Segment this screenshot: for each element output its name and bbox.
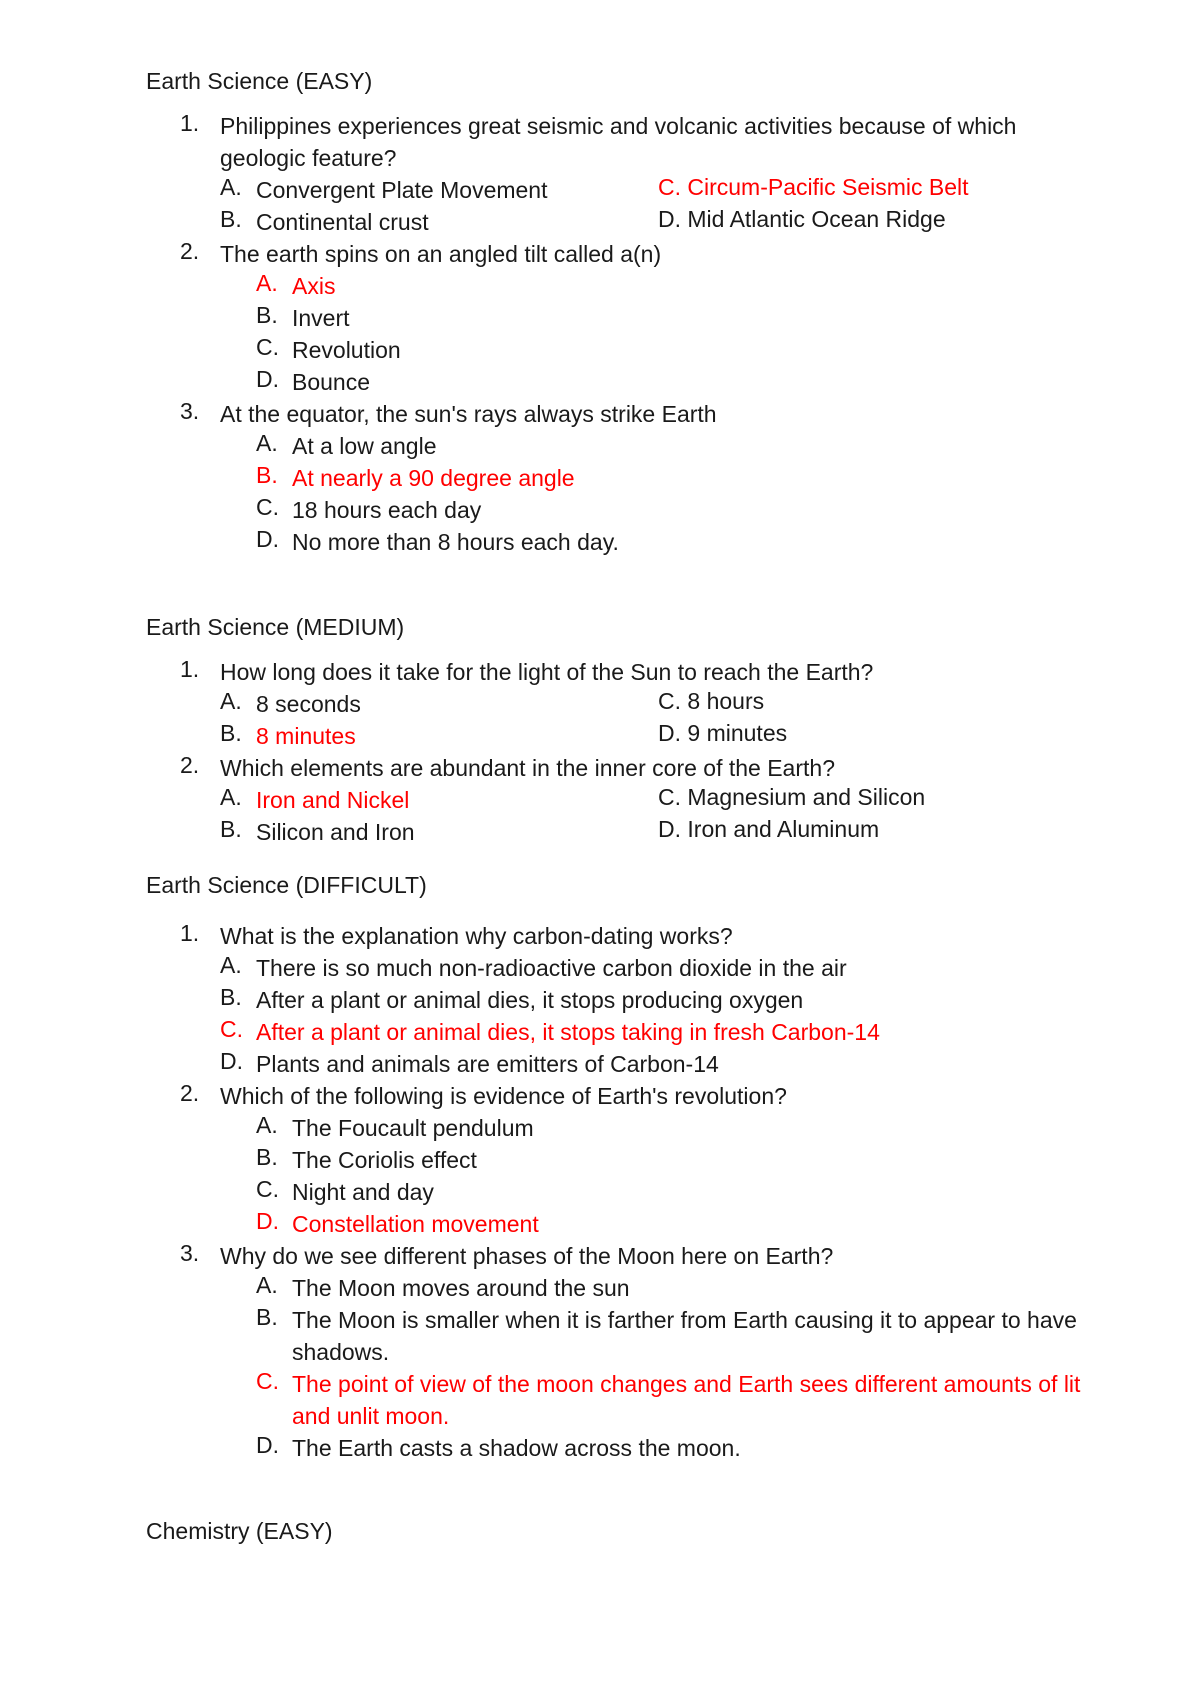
option-text: 8 seconds [256,691,361,717]
option-text: The point of view of the moon changes and Earth sees different amounts of lit and unlit moon. [292,1371,1081,1429]
question-number: 1. [180,110,200,136]
option-letter: B. [256,302,278,328]
option-letter: B. [220,720,242,746]
option-text: After a plant or animal dies, it stops taking in fresh Carbon-14 [256,1019,880,1045]
question-text: The earth spins on an angled tilt called a(n) [220,241,662,267]
question-number: 1. [180,656,200,682]
question-number: 2. [180,238,200,264]
option-text: At nearly a 90 degree angle [292,465,575,491]
option-text: There is so much non-radioactive carbon dioxide in the air [256,955,847,981]
option-text: Revolution [292,337,401,363]
option-letter: C. [658,784,681,810]
option-letter: D. [256,366,279,392]
question-text: Which elements are abundant in the inner core of the Earth? [220,755,835,781]
option-text: Axis [292,273,336,299]
option-letter: D. [220,1048,243,1074]
question-number: 2. [180,752,200,778]
option-text: The Moon is smaller when it is farther from Earth causing it to appear to have shadows. [292,1307,1077,1365]
option-text: No more than 8 hours each day. [292,529,619,555]
option-letter: B. [220,206,242,232]
option-text: Invert [292,305,350,331]
option-letter: C. [256,334,279,360]
question-text: Why do we see different phases of the Moon here on Earth? [220,1243,834,1269]
question-number: 2. [180,1080,200,1106]
option-letter: C. [256,1176,279,1202]
section-heading: Chemistry (EASY) [146,1518,333,1544]
option [658,784,925,811]
option-letter: B. [256,462,278,488]
option-text: After a plant or animal dies, it stops producing oxygen [256,987,804,1013]
option-text: Iron and Aluminum [687,816,880,842]
option-letter: D. [256,1208,279,1234]
option-letter: D. [256,526,279,552]
option-text: 9 minutes [687,720,788,746]
option-letter: A. [256,270,278,296]
question-text: Philippines experiences great seismic and volcanic activities because of which geologic feature? [220,113,1017,171]
question-text: Which of the following is evidence of Earth's revolution? [220,1083,787,1109]
option-letter: B. [220,984,242,1010]
option-letter: D. [658,206,681,232]
option-letter: A. [256,430,278,456]
question-text: What is the explanation why carbon-dating works? [220,923,733,949]
question-number: 3. [180,1240,200,1266]
question-number: 3. [180,398,200,424]
option-text: Circum-Pacific Seismic Belt [687,174,969,200]
option-letter: A. [220,174,242,200]
option-text: 18 hours each day [292,497,482,523]
option-letter: B. [220,816,242,842]
option-text: Mid Atlantic Ocean Ridge [687,206,946,232]
option-text: Bounce [292,369,371,395]
section-heading: Earth Science (MEDIUM) [146,614,405,640]
question-number: 1. [180,920,200,946]
option-text: The Earth casts a shadow across the moon. [292,1435,741,1461]
option-text: Night and day [292,1179,434,1205]
option-letter: D. [256,1432,279,1458]
question-text: How long does it take for the light of the Sun to reach the Earth? [220,659,874,685]
option [658,720,787,747]
option-letter: A. [256,1272,278,1298]
question-text: At the equator, the sun's rays always strike Earth [220,401,717,427]
option-letter: C. [220,1016,243,1042]
option-text: The Moon moves around the sun [292,1275,630,1301]
option-letter: A. [256,1112,278,1138]
option-text: At a low angle [292,433,437,459]
option [658,816,879,843]
option-letter: B. [256,1304,278,1330]
option-text: The Foucault pendulum [292,1115,534,1141]
option-letter: A. [220,952,242,978]
option-letter: C. [256,494,279,520]
option-text-correct: 8 minutes [256,723,356,749]
option-letter: A. [220,688,242,714]
option-text: Silicon and Iron [256,819,415,845]
option-letter: A. [220,784,242,810]
option-text: Continental crust [256,209,429,235]
option-text: Constellation movement [292,1211,539,1237]
option-correct [658,174,969,201]
option [658,688,764,715]
option-letter: C. [658,174,681,200]
option-text: 8 hours [687,688,765,714]
option-text: The Coriolis effect [292,1147,477,1173]
option-text: Convergent Plate Movement [256,177,548,203]
option-text: Magnesium and Silicon [687,784,926,810]
section-heading: Earth Science (EASY) [146,68,373,94]
option-letter: D. [658,816,681,842]
option-letter: C. [256,1368,279,1394]
option-text-correct: Iron and Nickel [256,787,410,813]
option-letter: D. [658,720,681,746]
option-text: Plants and animals are emitters of Carbon-14 [256,1051,719,1077]
section-heading: Earth Science (DIFFICULT) [146,872,427,898]
option-letter: B. [256,1144,278,1170]
option [658,206,946,233]
option-letter: C. [658,688,681,714]
